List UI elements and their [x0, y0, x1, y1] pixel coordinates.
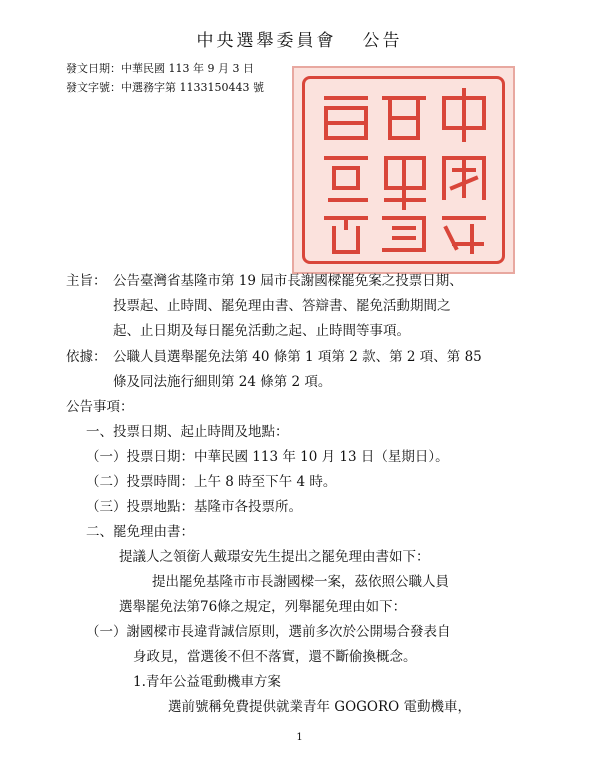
subject-line: 公告臺灣省基隆市第 19 屆市長謝國樑罷免案之投票日期、 — [113, 273, 463, 289]
sub-item-title: 1.青年公益電動機車方案 — [133, 674, 281, 690]
reason-paragraph-line: 提出罷免基隆市市長謝國樑一案，茲依照公職人員 — [152, 574, 449, 590]
subject-label: 主旨： — [66, 273, 107, 289]
issue-date: 發文日期：中華民國 113 年 9 月 3 日 — [66, 62, 254, 75]
subject-line: 起、止日期及每日罷免活動之起、止時間等事項。 — [113, 323, 410, 339]
sub-item-text: 選前號稱免費提供就業青年 GOGORO 電動機車， — [168, 699, 472, 715]
section-intro: 提議人之領銜人戴璟安先生提出之罷免理由書如下： — [119, 549, 430, 565]
seal-glyphs-icon — [294, 68, 517, 276]
document-title — [0, 26, 599, 51]
basis-line: 公職人員選舉罷免法第 40 條第 1 項第 2 款、第 2 項、第 85 — [113, 349, 482, 365]
list-item: （一）投票日期：中華民國 113 年 10 月 13 日（星期日）。 — [86, 449, 449, 465]
basis-label: 依據： — [66, 349, 107, 365]
reason-paragraph-line: 選舉罷免法第76條之規定，列舉罷免理由如下： — [119, 599, 407, 615]
list-item: （三）投票地點：基隆市各投票所。 — [86, 499, 302, 515]
list-item: （二）投票時間：上午 8 時至下午 4 時。 — [86, 474, 337, 490]
reason-item-line: （一）謝國樑市長違背誠信原則，選前多次於公開場合發表自 — [86, 624, 451, 640]
page-number: 1 — [296, 732, 303, 743]
reason-item-line: 身政見，當選後不但不落實，還不斷偷換概念。 — [133, 649, 417, 665]
basis-line: 條及同法施行細則第 24 條第 2 項。 — [113, 374, 332, 390]
doc-type: 公告 — [362, 31, 403, 51]
issue-number: 發文字號：中選務字第 1133150443 號 — [66, 81, 264, 94]
subject-line: 投票起、止時間、罷免理由書、答辯書、罷免活動期間之 — [113, 298, 451, 314]
official-seal-stamp — [292, 66, 515, 274]
org-name: 中央選舉委員會 — [196, 31, 337, 51]
notice-label: 公告事項： — [66, 399, 134, 415]
section-title: 二、罷免理由書： — [86, 524, 194, 540]
section-title: 一、投票日期、起止時間及地點： — [86, 424, 289, 440]
